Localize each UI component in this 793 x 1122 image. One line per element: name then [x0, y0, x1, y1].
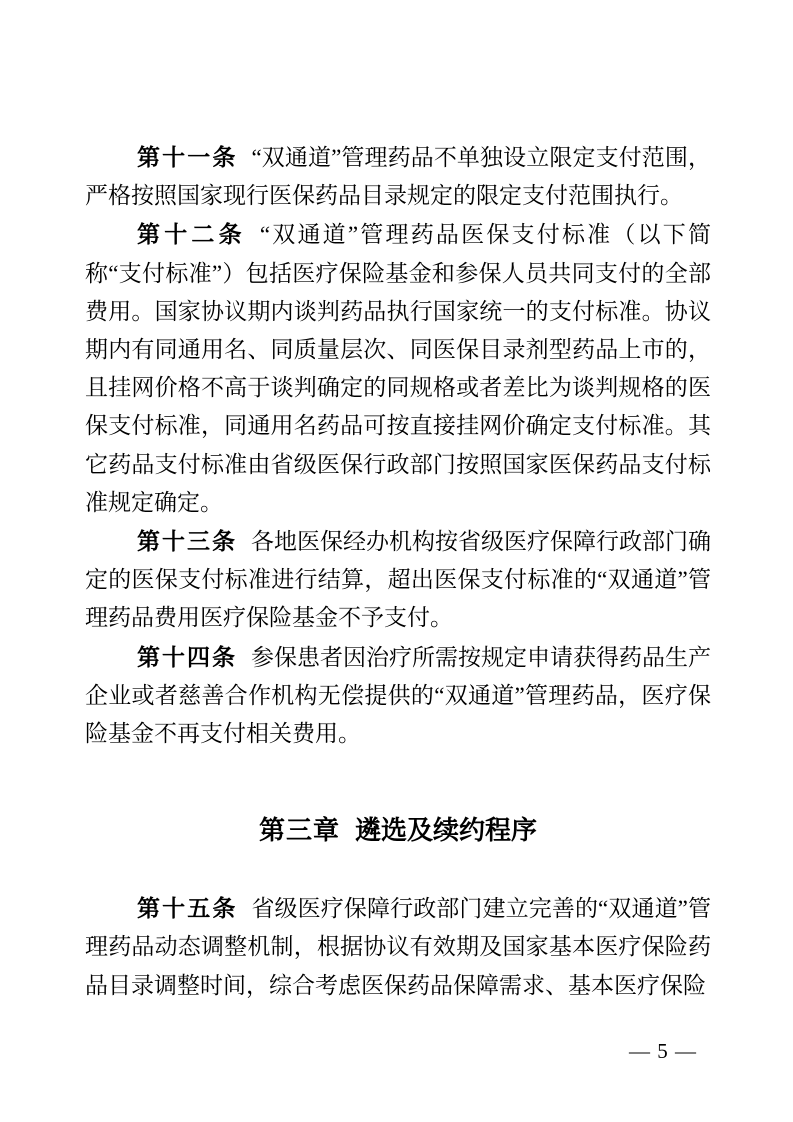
article-number: 第十二条: [137, 221, 246, 248]
chapter-number: 第三章: [258, 815, 340, 846]
document-body: [85, 138, 711, 1005]
chapter-heading: [85, 810, 711, 850]
article-text: 省级医疗保障行政部门建立完善的“双通道”管理药品动态调整机制，根据协议有效期及国家基本医疗保险药品目录调整时间，综合考虑医保药品保障需求、基本医疗保险: [85, 896, 712, 998]
article-text: “双通道”管理药品不单独设立限定支付范围，严格按照国家现行医保药品目录规定的限定支付范围执行。: [85, 145, 712, 209]
article-text: 参保患者因治疗所需按规定申请获得药品生产企业或者慈善合作机构无偿提供的“双通道”管理药品，医疗保险基金不再支付相关费用。: [85, 644, 711, 747]
article-number: 第十三条: [137, 528, 237, 555]
article-number: 第十五条: [137, 895, 238, 922]
chapter-title: 遴选及续约程序: [355, 815, 538, 846]
article-paragraph: [85, 215, 711, 522]
article-paragraph: [85, 522, 711, 638]
article-text: “双通道”管理药品医保支付标准（以下简称“支付标准”）包括医疗保险基金和参保人员共同支付的全部费用。国家协议期内谈判药品执行国家统一的支付标准。协议期内有同通用名、同质量层次、同医保目录剂型药品上市的，且挂网价格不高于谈判确定的同规格或者差比为谈判规格的医保支付标准，同通用名药品可按直接挂网价确定支付标准。其它药品支付标准由省级医保行政部门按照国家医保药品支付标准规定确定。: [85, 222, 712, 515]
article-number: 第十一条: [137, 144, 238, 170]
article-paragraph: [85, 138, 711, 215]
article-text: 各地医保经办机构按省级医疗保障行政部门确定的医保支付标准进行结算，超出医保支付标准的“双通道”管理药品费用医疗保险基金不予支付。: [85, 529, 711, 631]
article-number: 第十四条: [137, 643, 237, 670]
article-paragraph: [85, 889, 711, 1005]
article-paragraph: [85, 638, 711, 754]
page-number: — 5 —: [629, 1039, 697, 1063]
